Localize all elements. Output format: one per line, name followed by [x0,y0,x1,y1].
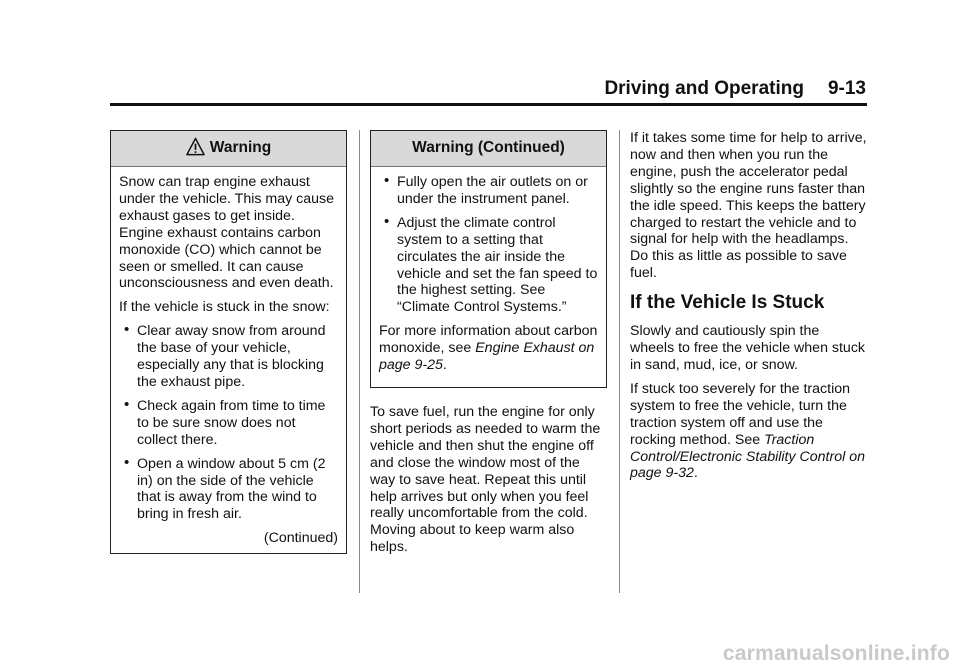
bullet-item: • Open a window about 5 cm (2 in) on the side of the vehicle that is away from the wind to bring in fresh air. [137,456,338,524]
warning-continued-box [370,130,607,388]
engine-exhaust-link[interactable]: Engine Exhaust on page 9-25 [379,340,595,374]
save-fuel-paragraph: To save fuel, run the engine for only short periods as needed to warm the vehicle and then shut the engine off and close the window most of the way to save heat. Repeat this until help arrives but only when you feel really uncomfortable from the cold. Moving about to keep warm also helps. [370,403,601,556]
column-2 [370,130,607,563]
warning-icon [186,137,210,161]
bullet-item: • Check again from time to time to be sure snow does not collect there. [137,398,338,449]
bullet-item: • Adjust the climate control system to a setting that circulates the air inside the vehicle and set the fan speed to the highest setting. See “Climate Control Systems.” [397,215,598,316]
page-header [604,78,866,100]
traction-paragraph [630,381,867,482]
warning-paragraph: Snow can trap engine exhaust under the vehicle. This may cause exhaust gases to get inside. Engine exhaust contains carbon monoxide (CO) which cannot be seen or smelled. It can cause unconsciousness and even death. [119,174,335,292]
continued-label: (Continued) [263,530,338,547]
warning-bullet-list [379,174,598,316]
traction-text: If stuck too severely for the traction system to free the vehicle, turn the traction system off and use the rocking method. See [630,380,851,448]
stuck-paragraph: Slowly and cautiously spin the wheels to free the vehicle when stuck in sand, mud, ice, or snow. [630,323,866,373]
warning-body [111,167,346,553]
bullet-item: • Clear away snow from around the base of your vehicle, especially any that is blocking the exhaust pipe. [137,323,338,391]
warning-box [110,130,347,554]
bullet-item: • Fully open the air outlets on or under the instrument panel. [397,174,598,208]
column-3 [630,130,867,489]
more-info-end: . [442,357,447,374]
more-info-paragraph [379,323,598,374]
header-rule [110,103,867,106]
traction-control-link[interactable]: Traction Control/Electronic Stability Control on page 9-32 [630,431,865,482]
warning-title: Warning [209,139,272,157]
watermark: carmanualsonline.info [722,642,950,665]
page-number: 9-13 [827,78,866,99]
section-title: Driving and Operating [604,78,804,99]
section-heading: If the Vehicle Is Stuck [630,292,825,314]
warning-continued-header: Warning (Continued) [371,131,606,167]
warning-header [111,131,346,167]
column-divider-2 [619,130,620,593]
traction-end: . [693,465,698,482]
warning-continued-body [371,167,606,387]
column-1 [110,130,347,554]
help-paragraph: If it takes some time for help to arrive, now and then when you run the engine, push the accelerator pedal slightly so the engine runs faster than the idle speed. This keeps the battery charged to restart the vehicle and to signal for help with the headlamps. Do this as little as possible to save fuel. [630,130,867,282]
more-info-text: For more information about carbon monoxide, see [379,323,598,357]
warning-paragraph: If the vehicle is stuck in the snow: [119,299,330,316]
column-divider-1 [359,130,360,593]
warning-bullet-list [119,323,338,523]
